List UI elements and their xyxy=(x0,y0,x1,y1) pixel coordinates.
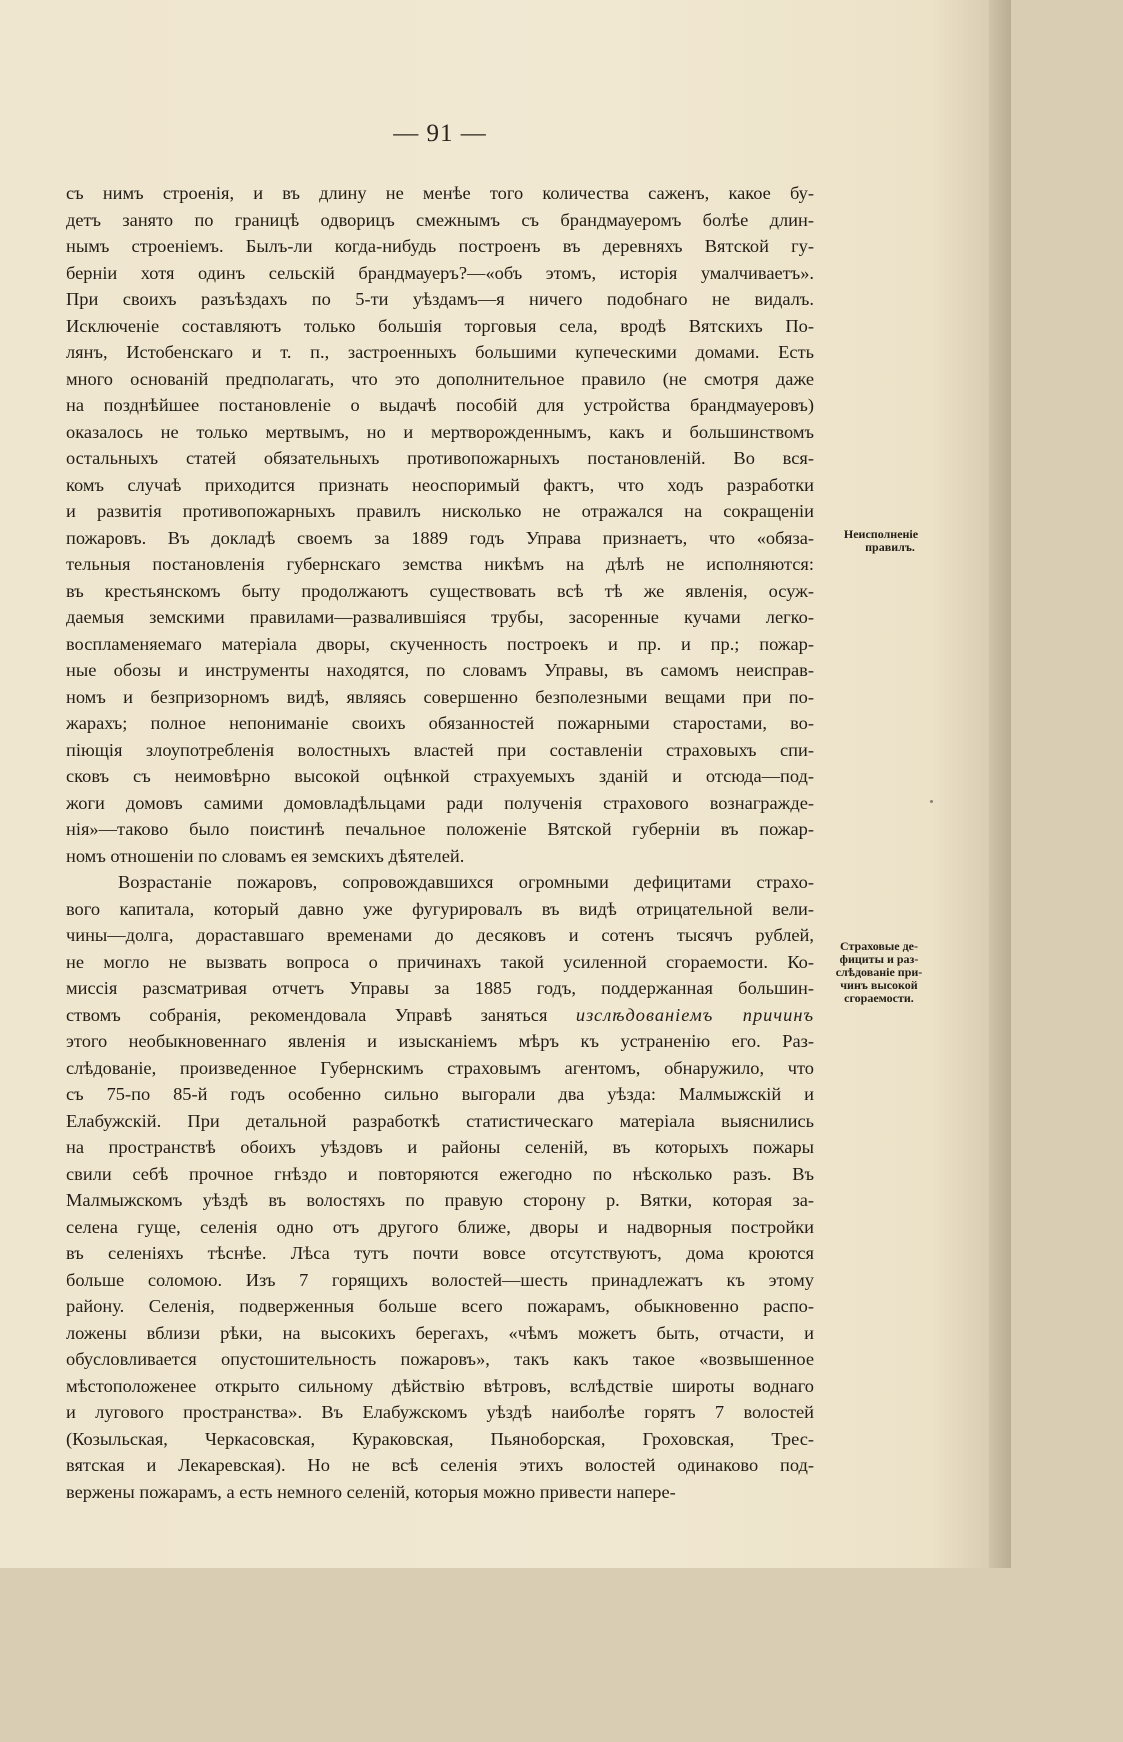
text-line: чины—долга, дораставшаго временами до десяковъ и сотенъ тысячъ рублей, xyxy=(66,925,814,945)
text-line: много основаній предполагать, что это дополнительное правило (не смотря даже xyxy=(66,368,814,389)
text-line: съ нимъ строенія, и въ длину не менѣе того количества саженъ, какое бу- xyxy=(66,183,814,203)
text-line: не могло не вызвать вопроса о причинахъ такой усиленной сгораемости. Ко- xyxy=(66,951,814,972)
text-line: жоги домовъ самими домовладѣльцами ради полученія страхового вознагражде- xyxy=(66,792,814,813)
margin-note-line: чинъ высокой xyxy=(840,978,918,992)
text-line: даемыя земскими правилами—развалившіяся трубы, засоренные кучами легко- xyxy=(66,607,814,627)
text-line: комъ случаѣ приходится признать неоспоримый фактъ, что ходъ разработки xyxy=(66,474,814,495)
text-line: свили себѣ прочное гнѣздо и повторяются ежегодно по нѣсколько разъ. Въ xyxy=(66,1163,814,1184)
text-line: въ крестьянскомъ быту продолжаютъ существовать всѣ тѣ же явленія, осуж- xyxy=(66,580,814,601)
text-line: лянъ, Истобенскаго и т. п., застроенныхъ большими купеческими домами. Есть xyxy=(66,342,814,362)
text-line: детъ занято по границѣ одворицъ смежнымъ съ брандмауеромъ болѣе длин- xyxy=(66,209,814,230)
text-line: Малмыжскомъ уѣздѣ въ волостяхъ по правую сторону р. Вятки, которая за- xyxy=(66,1190,814,1210)
text-line: вятская и Лекаревская). Но не всѣ селенія этихъ волостей одинаково под- xyxy=(66,1455,814,1475)
body-text xyxy=(66,180,814,1505)
text-line: тельныя постановленія губернскаго земства никѣмъ на дѣлѣ не исполняются: xyxy=(66,554,814,574)
margin-note-line: сгораемости. xyxy=(844,991,914,1005)
margin-note-line: правилъ. xyxy=(865,540,915,554)
print-speck xyxy=(930,800,933,803)
text-line: нымъ строеніемъ. Былъ-ли когда-нибудь построенъ въ деревняхъ Вятской гу- xyxy=(66,236,814,256)
margin-note-line: Неисполненіе xyxy=(843,527,919,541)
text-line: мѣстоположенее открыто сильному дѣйствію вѣтровъ, вслѣдствіе широты воднаго xyxy=(66,1375,814,1396)
text-line: пожаровъ. Въ докладѣ своемъ за 1889 годъ Управа признаетъ, что «обяза- xyxy=(66,527,814,548)
margin-note-line: слѣдованіе при- xyxy=(835,965,923,979)
text-line: слѣдованіе, произведенное Губернскимъ страховымъ агентомъ, обнаружило, что xyxy=(66,1057,814,1078)
text-line: на позднѣйшее постановленіе о выдачѣ пособій для устройства брандмауеровъ) xyxy=(66,395,814,415)
text-line: Возрастаніе пожаровъ, сопровождавшихся огромными дефицитами страхо- xyxy=(118,872,814,892)
text-line: вого капитала, который давно уже фугурировалъ въ видѣ отрицательной вели- xyxy=(66,898,814,919)
text-line: этого необыкновеннаго явленія и изысканіемъ мѣръ къ устраненію его. Раз- xyxy=(66,1031,814,1051)
text-line: ложены вблизи рѣки, на высокихъ берегахъ, «чѣмъ можетъ быть, отчасти, и xyxy=(66,1322,814,1343)
text-line: съ 75-по 85-й годъ особенно сильно выгорали два уѣзда: Малмыжскій и xyxy=(66,1084,814,1104)
margin-note-line: Страховые де- xyxy=(839,939,919,953)
text-line: (Козыльская, Черкасовская, Кураковская, Пьяноборская, Гроховская, Трес- xyxy=(66,1428,814,1449)
text-line: и развитія противопожарныхъ правилъ нисколько не отражался на сокращеніи xyxy=(66,501,814,521)
text-line: воспламеняемаго матеріала дворы, скученность построекъ и пр. и пр.; пожар- xyxy=(66,633,814,654)
text-line: берніи хотя одинъ сельскій брандмауеръ?—«объ этомъ, исторія умалчиваетъ». xyxy=(66,262,814,283)
text-line: и лугового пространства». Въ Елабужскомъ уѣздѣ наиболѣе горятъ 7 волостей xyxy=(66,1402,814,1422)
text-line: номъ и безпризорномъ видѣ, являясь совершенно безполезными вещами при по- xyxy=(66,686,814,707)
text-line: остальныхъ статей обязательныхъ противопожарныхъ постановленій. Во вся- xyxy=(66,448,814,468)
text-line: въ селеніяхъ тѣснѣе. Лѣса тутъ почти вовсе отсутствуютъ, дома кроются xyxy=(66,1243,814,1263)
text-line: Елабужскій. При детальной разработкѣ статистическаго матеріала выяснились xyxy=(66,1110,814,1131)
text-line: номъ отношеніи по словамъ ея земскихъ дѣятелей. xyxy=(66,845,465,866)
text-line: При своихъ разъѣздахъ по 5-ти уѣздамъ—я ничего подобнаго не видалъ. xyxy=(66,289,814,309)
margin-note-unfulfilled-rules xyxy=(820,528,942,554)
text-line: больше соломою. Изъ 7 горящихъ волостей—шесть принадлежатъ къ этому xyxy=(66,1269,814,1290)
emphasis-text: изслѣдованіемъ причинъ xyxy=(575,1004,814,1025)
text-line: жарахъ; полное непониманіе своихъ обязанностей пожарными старостами, во- xyxy=(66,713,814,733)
text-line: селена гуще, селенія одно отъ другого ближе, дворы и надворныя постройки xyxy=(66,1216,814,1237)
margin-note-line: фициты и раз- xyxy=(839,952,919,966)
text-line: миссія разсматривая отчетъ Управы за 1885 годъ, поддержанная большин- xyxy=(66,978,814,998)
text-line: обусловливается опустошительность пожаровъ», такъ какъ такое «возвышенное xyxy=(66,1349,814,1369)
text-line: на пространствѣ обоихъ уѣздовъ и районы селеній, въ которыхъ пожары xyxy=(66,1137,814,1157)
page-gutter xyxy=(989,0,1011,1568)
margin-note-insurance-deficits xyxy=(816,940,942,1005)
text-line: піющія злоупотребленія волостныхъ властей при составленіи страховыхъ спи- xyxy=(66,739,814,760)
text-line: вержены пожарамъ, а есть немного селеній, которыя можно привести напере- xyxy=(66,1481,676,1502)
text-line: нія»—таково было поистинѣ печальное положеніе Вятской губерніи въ пожар- xyxy=(66,819,814,839)
text-line: оказалось не только мертвымъ, но и мертворожденнымъ, какъ и большинствомъ xyxy=(66,421,814,442)
text-line: ствомъ собранія, рекомендовала Управѣ заняться изслѣдованіемъ причинъ xyxy=(66,1004,814,1025)
page-number: — 91 — xyxy=(393,120,487,147)
text-line: Исключеніе составляютъ только большія торговыя села, вродѣ Вятскихъ По- xyxy=(66,315,814,336)
text-line: району. Селенія, подверженныя больше всего пожарамъ, обыкновенно распо- xyxy=(66,1296,814,1316)
text-line: ные обозы и инструменты находятся, по словамъ Управы, въ самомъ неисправ- xyxy=(66,660,814,680)
text-line: сковъ съ неимовѣрно высокой оцѣнкой страхуемыхъ зданій и отсюда—под- xyxy=(66,766,814,786)
